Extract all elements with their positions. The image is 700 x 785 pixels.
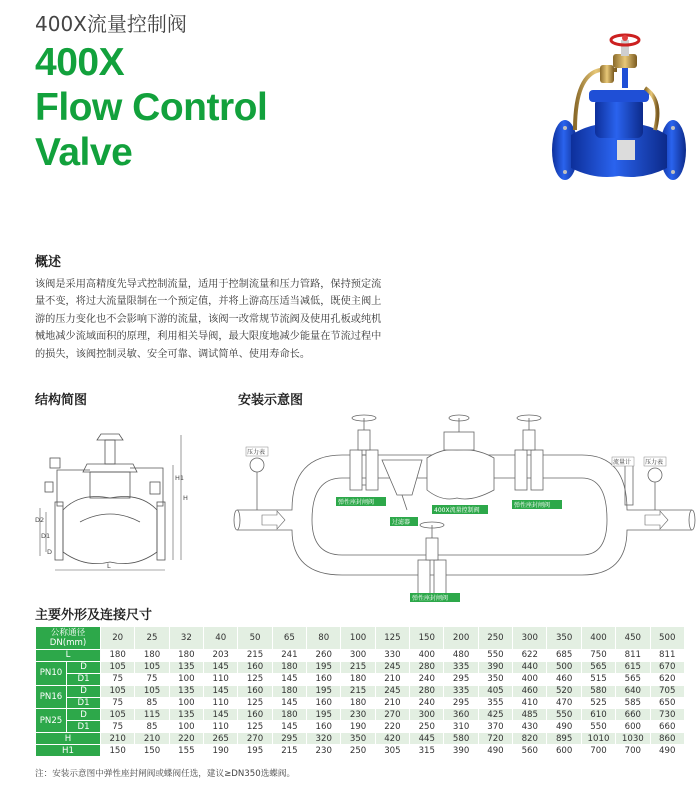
table-cell: 105 bbox=[135, 661, 169, 673]
title-line-1: 400X bbox=[35, 41, 125, 84]
dim-h: H bbox=[183, 494, 188, 502]
table-cell: 100 bbox=[169, 721, 203, 733]
installation-diagram bbox=[232, 410, 697, 605]
row-sub-label-cell: D bbox=[67, 709, 101, 721]
dn-header-text: DN(mm) bbox=[49, 638, 87, 648]
table-cell: 295 bbox=[444, 697, 478, 709]
table-cell: 580 bbox=[444, 733, 478, 745]
table-cell: 180 bbox=[341, 673, 375, 685]
table-cell: 180 bbox=[272, 709, 306, 721]
table-row bbox=[36, 661, 685, 673]
table-cell: 180 bbox=[341, 697, 375, 709]
overview-line: 该阀是采用高精度先导式控制流量，适用于控制流量和压力管路，保持预定流 bbox=[35, 279, 382, 290]
row-sub-label-cell: D bbox=[67, 685, 101, 697]
row-sub-label-cell: D1 bbox=[67, 721, 101, 733]
row-label-cell: H1 bbox=[36, 745, 101, 757]
table-row bbox=[36, 709, 685, 721]
table-cell: 75 bbox=[101, 721, 135, 733]
table-cell: 210 bbox=[375, 673, 409, 685]
table-cell: 160 bbox=[238, 661, 272, 673]
table-header-row bbox=[36, 627, 685, 650]
dn-header-text: 公称通径 bbox=[50, 628, 86, 638]
table-cell: 145 bbox=[272, 697, 306, 709]
table-cell: 515 bbox=[581, 673, 615, 685]
label-filter: 过滤器 bbox=[392, 519, 411, 526]
table-cell: 315 bbox=[410, 745, 444, 757]
dimensions-heading: 主要外形及连接尺寸 bbox=[35, 608, 153, 623]
label-gauge-right: 压力表 bbox=[645, 459, 664, 466]
table-cell: 105 bbox=[101, 709, 135, 721]
table-cell: 300 bbox=[410, 709, 444, 721]
table-cell: 105 bbox=[135, 685, 169, 697]
table-cell: 430 bbox=[513, 721, 547, 733]
dim-h1: H1 bbox=[175, 474, 185, 482]
table-cell: 180 bbox=[169, 650, 203, 662]
table-cell: 600 bbox=[547, 745, 581, 757]
table-cell: 650 bbox=[650, 697, 685, 709]
overview-line: 械地减少流域面积的原理，利用相关导阀，最大限度地减少能量在节流过程中 bbox=[35, 331, 382, 343]
overview-heading: 概述 bbox=[35, 255, 62, 270]
table-cell: 210 bbox=[135, 733, 169, 745]
table-cell: 241 bbox=[272, 650, 306, 662]
table-cell: 705 bbox=[650, 685, 685, 697]
table-cell: 660 bbox=[616, 709, 650, 721]
table-cell: 350 bbox=[341, 733, 375, 745]
table-cell: 320 bbox=[307, 733, 341, 745]
dn-value-cell: 500 bbox=[650, 627, 685, 650]
title-line-3: Valve bbox=[35, 131, 133, 174]
table-cell: 525 bbox=[581, 697, 615, 709]
table-row bbox=[36, 721, 685, 733]
table-cell: 480 bbox=[444, 650, 478, 662]
table-cell: 1010 bbox=[581, 733, 615, 745]
table-cell: 425 bbox=[478, 709, 512, 721]
table-cell: 85 bbox=[135, 697, 169, 709]
row-group-cell: PN10 bbox=[36, 661, 67, 685]
table-cell: 195 bbox=[307, 661, 341, 673]
table-cell: 180 bbox=[272, 685, 306, 697]
table-cell: 150 bbox=[135, 745, 169, 757]
overview-line: 游的压力变化也不会影响下游的流量，该阀一改常规节流阀及使用孔板或纯机 bbox=[35, 313, 382, 325]
table-cell: 295 bbox=[272, 733, 306, 745]
dn-value-cell: 50 bbox=[238, 627, 272, 650]
table-cell: 470 bbox=[547, 697, 581, 709]
table-note: 注：安装示意图中弹性座封闸阀或蝶阀任选，建议≥DN350选蝶阀。 bbox=[35, 769, 296, 779]
row-label-cell: H bbox=[36, 733, 101, 745]
dn-value-cell: 250 bbox=[478, 627, 512, 650]
overview-line: 的损失，该阀控制灵敏、安全可靠、调试简单、使用寿命长。 bbox=[35, 348, 311, 360]
dn-value-cell: 65 bbox=[272, 627, 306, 650]
row-group-cell: PN25 bbox=[36, 709, 67, 733]
label-valve-bottom: 弹性座封闸阀 bbox=[412, 595, 449, 602]
table-cell: 125 bbox=[238, 721, 272, 733]
table-cell: 335 bbox=[444, 685, 478, 697]
table-cell: 215 bbox=[341, 685, 375, 697]
table-cell: 215 bbox=[272, 745, 306, 757]
table-cell: 190 bbox=[204, 745, 238, 757]
table-cell: 440 bbox=[513, 661, 547, 673]
table-cell: 155 bbox=[169, 745, 203, 757]
table-cell: 245 bbox=[375, 661, 409, 673]
table-cell: 230 bbox=[341, 709, 375, 721]
table-cell: 280 bbox=[410, 685, 444, 697]
table-cell: 390 bbox=[444, 745, 478, 757]
dn-value-cell: 25 bbox=[135, 627, 169, 650]
table-cell: 215 bbox=[341, 661, 375, 673]
table-cell: 160 bbox=[307, 673, 341, 685]
table-cell: 210 bbox=[375, 697, 409, 709]
table-cell: 420 bbox=[375, 733, 409, 745]
row-sub-label-cell: D bbox=[67, 661, 101, 673]
table-cell: 135 bbox=[169, 661, 203, 673]
structure-diagram bbox=[35, 410, 195, 575]
table-cell: 110 bbox=[204, 697, 238, 709]
label-main-valve: 400X流量控制阀 bbox=[434, 507, 480, 514]
table-cell: 370 bbox=[478, 721, 512, 733]
table-cell: 640 bbox=[616, 685, 650, 697]
table-cell: 580 bbox=[581, 685, 615, 697]
table-cell: 110 bbox=[204, 673, 238, 685]
table-cell: 350 bbox=[478, 673, 512, 685]
table-cell: 700 bbox=[616, 745, 650, 757]
table-cell: 115 bbox=[135, 709, 169, 721]
table-cell: 355 bbox=[478, 697, 512, 709]
table-cell: 75 bbox=[101, 697, 135, 709]
table-cell: 100 bbox=[169, 673, 203, 685]
dn-value-cell: 350 bbox=[547, 627, 581, 650]
table-cell: 460 bbox=[547, 673, 581, 685]
table-cell: 190 bbox=[341, 721, 375, 733]
table-cell: 310 bbox=[444, 721, 478, 733]
row-label-cell: L bbox=[36, 650, 101, 662]
table-cell: 240 bbox=[410, 697, 444, 709]
table-cell: 490 bbox=[547, 721, 581, 733]
table-cell: 160 bbox=[238, 685, 272, 697]
dn-value-cell: 100 bbox=[341, 627, 375, 650]
table-cell: 240 bbox=[410, 673, 444, 685]
overview-line: 量不变，将过大流量限制在一个预定值，并将上游高压适当减低，既使主阀上 bbox=[35, 296, 382, 308]
dn-value-cell: 200 bbox=[444, 627, 478, 650]
dim-d1: D1 bbox=[41, 532, 51, 540]
table-cell: 220 bbox=[375, 721, 409, 733]
label-valve-right: 弹性座封闸阀 bbox=[514, 502, 551, 509]
dn-value-cell: 20 bbox=[101, 627, 135, 650]
table-cell: 250 bbox=[341, 745, 375, 757]
table-cell: 210 bbox=[101, 733, 135, 745]
table-cell: 160 bbox=[238, 709, 272, 721]
row-sub-label-cell: D1 bbox=[67, 673, 101, 685]
table-cell: 720 bbox=[478, 733, 512, 745]
table-cell: 895 bbox=[547, 733, 581, 745]
table-cell: 125 bbox=[238, 673, 272, 685]
table-cell: 145 bbox=[204, 661, 238, 673]
table-cell: 260 bbox=[307, 650, 341, 662]
table-cell: 125 bbox=[238, 697, 272, 709]
table-cell: 195 bbox=[238, 745, 272, 757]
table-cell: 105 bbox=[101, 685, 135, 697]
table-cell: 600 bbox=[616, 721, 650, 733]
label-flowmeter: 流量计 bbox=[613, 459, 632, 466]
table-cell: 620 bbox=[650, 673, 685, 685]
table-cell: 550 bbox=[547, 709, 581, 721]
table-cell: 85 bbox=[135, 721, 169, 733]
table-cell: 390 bbox=[478, 661, 512, 673]
table-cell: 405 bbox=[478, 685, 512, 697]
table-cell: 145 bbox=[204, 685, 238, 697]
table-cell: 520 bbox=[547, 685, 581, 697]
table-cell: 160 bbox=[307, 697, 341, 709]
table-cell: 565 bbox=[581, 661, 615, 673]
table-cell: 280 bbox=[410, 661, 444, 673]
table-cell: 460 bbox=[513, 685, 547, 697]
title-english bbox=[35, 40, 267, 175]
table-cell: 270 bbox=[238, 733, 272, 745]
table-cell: 270 bbox=[375, 709, 409, 721]
dn-value-cell: 80 bbox=[307, 627, 341, 650]
valve-product-image bbox=[545, 30, 695, 200]
table-cell: 300 bbox=[341, 650, 375, 662]
row-sub-label-cell: D1 bbox=[67, 697, 101, 709]
table-cell: 820 bbox=[513, 733, 547, 745]
install-heading: 安装示意图 bbox=[238, 393, 304, 408]
table-row bbox=[36, 697, 685, 709]
table-row bbox=[36, 745, 685, 757]
table-cell: 145 bbox=[204, 709, 238, 721]
table-row bbox=[36, 673, 685, 685]
table-cell: 105 bbox=[101, 661, 135, 673]
label-valve-left: 弹性座封闸阀 bbox=[338, 499, 375, 506]
table-cell: 135 bbox=[169, 685, 203, 697]
dn-value-cell: 150 bbox=[410, 627, 444, 650]
table-cell: 585 bbox=[616, 697, 650, 709]
dn-value-cell: 450 bbox=[616, 627, 650, 650]
table-cell: 500 bbox=[547, 661, 581, 673]
table-cell: 230 bbox=[307, 745, 341, 757]
table-cell: 330 bbox=[375, 650, 409, 662]
table-cell: 400 bbox=[513, 673, 547, 685]
table-cell: 660 bbox=[650, 721, 685, 733]
table-cell: 1030 bbox=[616, 733, 650, 745]
table-row bbox=[36, 733, 685, 745]
table-cell: 160 bbox=[307, 721, 341, 733]
table-cell: 410 bbox=[513, 697, 547, 709]
table-cell: 250 bbox=[410, 721, 444, 733]
dn-header-cell bbox=[36, 627, 101, 650]
table-cell: 215 bbox=[238, 650, 272, 662]
table-cell: 360 bbox=[444, 709, 478, 721]
table-cell: 145 bbox=[272, 673, 306, 685]
table-cell: 400 bbox=[410, 650, 444, 662]
dn-value-cell: 300 bbox=[513, 627, 547, 650]
table-cell: 305 bbox=[375, 745, 409, 757]
table-cell: 180 bbox=[101, 650, 135, 662]
table-cell: 145 bbox=[272, 721, 306, 733]
dim-d: D bbox=[47, 548, 53, 556]
table-cell: 180 bbox=[272, 661, 306, 673]
table-cell: 220 bbox=[169, 733, 203, 745]
table-cell: 195 bbox=[307, 685, 341, 697]
overview-text bbox=[35, 276, 395, 363]
title-line-2: Flow Control bbox=[35, 86, 268, 129]
table-cell: 811 bbox=[616, 650, 650, 662]
table-cell: 195 bbox=[307, 709, 341, 721]
table-cell: 730 bbox=[650, 709, 685, 721]
table-cell: 685 bbox=[547, 650, 581, 662]
table-cell: 700 bbox=[581, 745, 615, 757]
dn-value-cell: 125 bbox=[375, 627, 409, 650]
table-cell: 670 bbox=[650, 661, 685, 673]
table-cell: 610 bbox=[581, 709, 615, 721]
table-cell: 295 bbox=[444, 673, 478, 685]
dimensions-table bbox=[35, 626, 685, 757]
dim-l: L bbox=[107, 562, 111, 570]
table-cell: 622 bbox=[513, 650, 547, 662]
table-cell: 445 bbox=[410, 733, 444, 745]
table-cell: 75 bbox=[135, 673, 169, 685]
table-cell: 180 bbox=[135, 650, 169, 662]
title-chinese: 400X流量控制阀 bbox=[35, 12, 187, 36]
table-cell: 560 bbox=[513, 745, 547, 757]
table-cell: 485 bbox=[513, 709, 547, 721]
table-cell: 265 bbox=[204, 733, 238, 745]
table-cell: 135 bbox=[169, 709, 203, 721]
table-cell: 100 bbox=[169, 697, 203, 709]
dim-d2: D2 bbox=[35, 516, 45, 524]
table-cell: 811 bbox=[650, 650, 685, 662]
table-cell: 615 bbox=[616, 661, 650, 673]
table-cell: 550 bbox=[478, 650, 512, 662]
row-group-cell: PN16 bbox=[36, 685, 67, 709]
table-row bbox=[36, 685, 685, 697]
table-cell: 550 bbox=[581, 721, 615, 733]
table-cell: 860 bbox=[650, 733, 685, 745]
label-gauge-left: 压力表 bbox=[247, 449, 266, 456]
table-cell: 565 bbox=[616, 673, 650, 685]
structure-heading: 结构简图 bbox=[35, 393, 88, 408]
table-cell: 490 bbox=[650, 745, 685, 757]
dn-value-cell: 40 bbox=[204, 627, 238, 650]
dn-value-cell: 400 bbox=[581, 627, 615, 650]
table-row bbox=[36, 650, 685, 662]
table-cell: 75 bbox=[101, 673, 135, 685]
dn-value-cell: 32 bbox=[169, 627, 203, 650]
table-cell: 335 bbox=[444, 661, 478, 673]
table-cell: 490 bbox=[478, 745, 512, 757]
table-cell: 150 bbox=[101, 745, 135, 757]
table-cell: 203 bbox=[204, 650, 238, 662]
table-cell: 245 bbox=[375, 685, 409, 697]
table-cell: 750 bbox=[581, 650, 615, 662]
table-cell: 110 bbox=[204, 721, 238, 733]
